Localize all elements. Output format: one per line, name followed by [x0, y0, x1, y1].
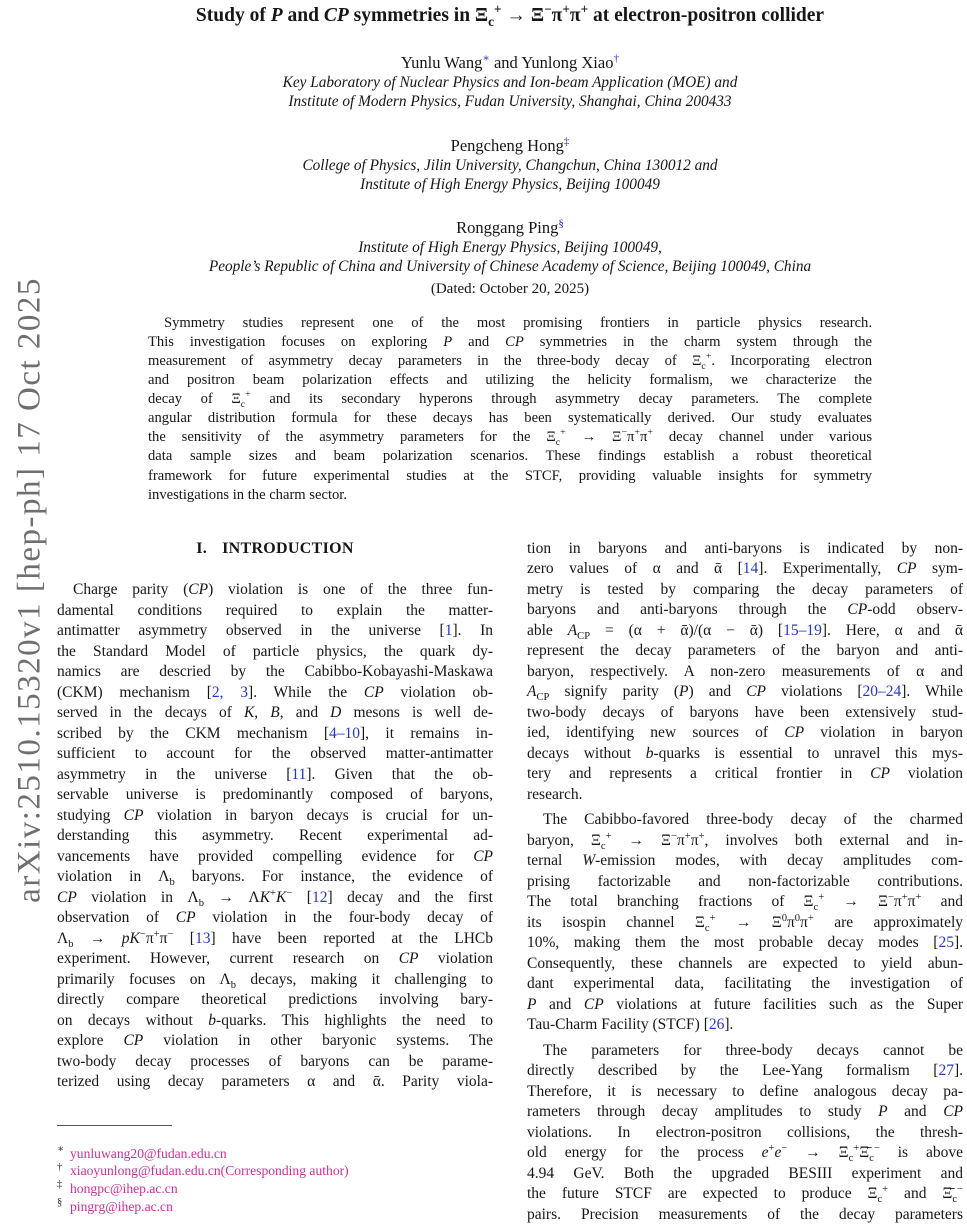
text-line: two-body decay processes of baryons can be parame- [57, 1052, 493, 1070]
author-name: Yunlong Xiao [521, 53, 614, 72]
text-line: two-body decays of baryons have been extensively stud- [527, 703, 963, 721]
footnote-email-link[interactable]: yunluwang20@fudan.edu.cn [70, 1145, 227, 1161]
text-line: the future STCF are expected to produce $\Xi_c^+$ and $\Xī_c^-$ [527, 1184, 963, 1206]
text-line: prising factorizable and non-factorizable contributions. [527, 872, 963, 890]
paragraph [527, 810, 963, 1036]
author-line [57, 218, 963, 238]
text-line: served in the decays of K, B, and D mesons is well de- [57, 704, 494, 722]
author-footnote-mark[interactable]: † [613, 52, 619, 65]
section-title: INTRODUCTION [222, 539, 354, 557]
text-line: metry is tested by comparing the decay parameters of [527, 580, 963, 598]
footnote-list [57, 1145, 493, 1215]
citation-link[interactable]: 11 [291, 765, 307, 783]
text-line: directly described by the Lee-Yang formalism [27]. [527, 1062, 963, 1080]
text-line: dant experimental data, facilitating the investigation of [527, 975, 963, 993]
text-line: scribed by the CKM mechanism [4–10], it remains in- [57, 724, 493, 742]
text-line: violations. In electron-positron collisions, the thresh- [527, 1123, 963, 1141]
text-line: violation in $\Lambda_b$ baryons. For instance, the evidence of [57, 868, 493, 889]
text-line: namics are descried by the Cabibbo-Kobayashi-Maskawa [57, 663, 493, 681]
author-footnote-mark[interactable]: ‡ [563, 135, 570, 148]
affiliation-line: Key Laboratory of Nuclear Physics and Ion-beam Application (MOE) and [282, 74, 738, 91]
paper-title: Study of P and CP symmetries in $\Xi_c^+ \to \Xi^-\pi^+\pi^+$ at electron-positron collider [195, 1, 825, 29]
author-block [57, 53, 963, 112]
author-line [57, 136, 963, 156]
section-number: I. [196, 539, 208, 557]
text-line: data sample sizes and beam polarization scenarios. These findings establish a robust theoretical [148, 448, 872, 465]
text-line: The Cabibbo-favored three-body decay of the charmed [543, 811, 963, 829]
text-line: (CKM) mechanism [2, 3]. While the CP violation ob- [57, 683, 493, 701]
text-line: measurement of asymmetry decay parameters in the three-body decay of $\Xi_c^+$. Incorporating electron [148, 351, 872, 372]
paper-content [57, 0, 963, 1225]
text-line: tery and represents a critical frontier in CP violation [527, 765, 964, 783]
footnotes [57, 1125, 493, 1215]
citation-link[interactable]: 14 [742, 560, 759, 578]
affiliation-line: Institute of High Energy Physics, Beijing 100049, [358, 239, 662, 257]
text-line: ternal W-emission modes, with decay amplitudes com- [527, 852, 963, 870]
text-line: The total branching fractions of $\Xi_c^+ \to \Xi^-\pi^+\pi^+$ and [527, 892, 963, 914]
left-column-text [57, 580, 493, 1093]
footnote: † xiaoyunlong@fudan.edu.cn(Corresponding author) [57, 1161, 349, 1179]
text-line: asymmetry in the universe [11]. Given that the ob- [57, 765, 493, 783]
text-line: baryon, respectively. A non-zero measurements of α and [527, 662, 963, 680]
text-line: its isospin channel $\Xi_c^+ \to \Xi^0\pi^0\pi^+$ are approximately [527, 912, 964, 934]
text-line: damental conditions required to explain the matter- [57, 601, 493, 619]
paragraph [527, 1041, 963, 1225]
author-name: Yunlu Wang [401, 53, 483, 72]
affiliation-line: Institute of High Energy Physics, Beijing 100049 [360, 175, 660, 193]
author-footnote-mark[interactable]: § [558, 217, 564, 230]
text-line: P and CP violations at future facilities such as the Super [527, 995, 963, 1013]
citation-link[interactable]: 13 [194, 929, 211, 947]
text-line: experiment. However, current research on CP violation [57, 950, 494, 968]
affiliation-line: College of Physics, Jilin University, Changchun, China 130012 and [302, 156, 718, 174]
text-line: on decays without b-quarks. This highlights the need to [57, 1011, 493, 1029]
citation-link[interactable]: 15–19 [783, 621, 822, 639]
section-heading [57, 539, 493, 560]
footnote: ‡ hongpc@ihep.ac.cn [57, 1179, 178, 1196]
citation-link[interactable]: 12 [311, 888, 328, 906]
paragraph [57, 580, 493, 1093]
text-line: represent the decay parameters of the baryon and anti- [527, 642, 963, 660]
abstract [148, 314, 872, 505]
author-block [57, 136, 963, 195]
text-line: decay of $\Xi_c^+$ and its secondary hyperons through asymmetry decay parameters. The complete [148, 389, 872, 411]
text-line: antimatter asymmetry observed in the universe [1]. In [57, 622, 493, 640]
citation-link[interactable]: 25 [938, 934, 954, 952]
footnote: ∗ yunluwang20@fudan.edu.cn [57, 1144, 227, 1161]
text-line: directly compare theoretical predictions involving bary- [57, 991, 493, 1009]
text-line: zero values of α and ᾱ [14]. Experimentally, CP sym- [527, 560, 963, 578]
text-line: the sensitivity of the asymmetry parameters for the $\Xi_c^+ \to \Xi^-\pi^+\pi^+$ decay channel under various [148, 427, 873, 449]
footnote-rule [57, 1125, 172, 1126]
footnote-email-link[interactable]: hongpc@ihep.ac.cn [70, 1180, 178, 1196]
text-line: primarily focuses on $\Lambda_b$ decays, making it challenging to [57, 970, 494, 991]
text-line: studying CP violation in baryon decays is crucial for un- [57, 806, 493, 824]
text-line: pairs. Precision measurements of the decay parameters [527, 1205, 963, 1223]
text-line: terized using decay parameters α and ᾱ. Parity viola- [57, 1073, 493, 1091]
affiliation-line: Institute of Modern Physics, Fudan University, Shanghai, China 200433 [288, 93, 732, 111]
text-line: Consequently, these channels are expected to yield abun- [527, 954, 963, 972]
text-line: tion in baryons and anti-baryons is indicated by non- [527, 539, 963, 557]
text-line: Therefore, it is necessary to define analogous decay pa- [527, 1082, 963, 1100]
right-column [527, 539, 963, 1225]
text-line: baryon, $\Xi_c^+ \to \Xi^-\pi^+\pi^+$, involves both external and in- [527, 830, 964, 852]
text-line: framework for future experimental studies at the STCF, providing valuable insights for symmetry [148, 467, 872, 484]
text-line: research. [527, 785, 583, 803]
text-line: old energy for the process $e^+e^- \to \Xi_c^+\Xī_c^-$ is above [527, 1143, 963, 1165]
text-line: 4.94 GeV. Both the upgraded BESIII experiment and [527, 1164, 963, 1182]
citation-link[interactable]: 20–24 [862, 683, 902, 701]
paragraph [527, 539, 963, 806]
citation-link[interactable]: 2, 3 [211, 683, 249, 701]
two-column-body [57, 539, 963, 1225]
text-line: decays without b-quarks is essential to unravel this mys- [527, 744, 963, 762]
text-line: ied, identifying new sources of CP violation in baryon [527, 724, 963, 742]
footnote-email-link[interactable]: pingrg@ihep.ac.cn [70, 1198, 173, 1214]
text-line: observation of CP violation in the four-body decay of [57, 909, 493, 927]
author-footnote-mark[interactable]: ∗ [482, 52, 490, 65]
citation-link[interactable]: 27 [938, 1062, 954, 1080]
text-line: Tau-Charm Facility (STCF) [26]. [527, 1016, 734, 1034]
text-line: servable universe is predominantly composed of baryons, [57, 786, 493, 804]
text-line: The parameters for three-body decays cannot be [543, 1041, 963, 1059]
author-line: Yunlu Wang∗ and Yunlong Xiao† [401, 52, 619, 72]
text-line: vancements have provided compelling evidence for CP [57, 847, 493, 865]
text-line: 10%, making them the most probable decay modes [25]. [527, 934, 963, 952]
paragraph [148, 314, 872, 505]
left-column [57, 539, 493, 1225]
text-line: and positron beam polarization effects and utilizing the helicity formalism, we characterize the [148, 372, 872, 389]
author-name: Pengcheng Hong [450, 135, 564, 155]
text-line: sufficient to account for the observed matter-antimatter [57, 745, 493, 763]
citation-link[interactable]: 1 [444, 622, 453, 640]
text-line: Charge parity (CP) violation is one of the three fun- [73, 581, 493, 599]
text-line: $A_{CP}$ signify parity (P) and CP violations [20–24]. While [527, 683, 963, 704]
text-line: Symmetry studies represent one of the most promising frontiers in particle physics research. [164, 314, 872, 331]
text-line: This investigation focuses on exploring P and CP symmetries in the charm system through the [148, 333, 872, 350]
footnote: § pingrg@ihep.ac.cn [57, 1196, 173, 1214]
text-line: $\Lambda_b \to pK^-\pi^+\pi^-$ [13] have been reported at the LHCb [57, 928, 493, 950]
text-line: investigations in the charm sector. [148, 486, 347, 503]
text-line: the Standard Model of particle physics, the quark dy- [57, 642, 493, 660]
footnote-email-link[interactable]: xiaoyunlong@fudan.edu.cn(Corresponding author) [70, 1163, 349, 1179]
text-line: able $A_{CP} = (\alpha$ + ᾱ)/(α − ᾱ) [15–19]. Here, α and ᾱ [527, 621, 963, 642]
citation-link[interactable]: 26 [708, 1016, 725, 1034]
author-name: Ronggang Ping [456, 218, 559, 238]
text-line: explore CP violation in other baryonic systems. The [57, 1032, 493, 1050]
text-line: derstanding this asymmetry. Recent experimental ad- [57, 827, 493, 845]
text-line: CP violation in $\Lambda_b \to \Lambda K^+K^-$ [12] decay and the first [57, 887, 493, 909]
author-block [57, 218, 963, 277]
dateline: (Dated: October 20, 2025) [430, 280, 590, 297]
affiliation-line: People’s Republic of China and University of Chinese Academy of Science, Beijing 100049, China [208, 258, 812, 276]
text-line: angular distribution formula for these decays has been systematically derived. Our study evaluates [148, 410, 872, 427]
arxiv-watermark: arXiv:2510.15320v1 [hep-ph] 17 Oct 2025 [11, 277, 48, 903]
citation-link[interactable]: 4–10 [329, 724, 361, 742]
author-blocks [57, 53, 963, 277]
text-line: rameters through decay amplitudes to study P and CP [527, 1103, 963, 1121]
text-line: baryons and anti-baryons through the CP-odd observ- [527, 601, 963, 619]
